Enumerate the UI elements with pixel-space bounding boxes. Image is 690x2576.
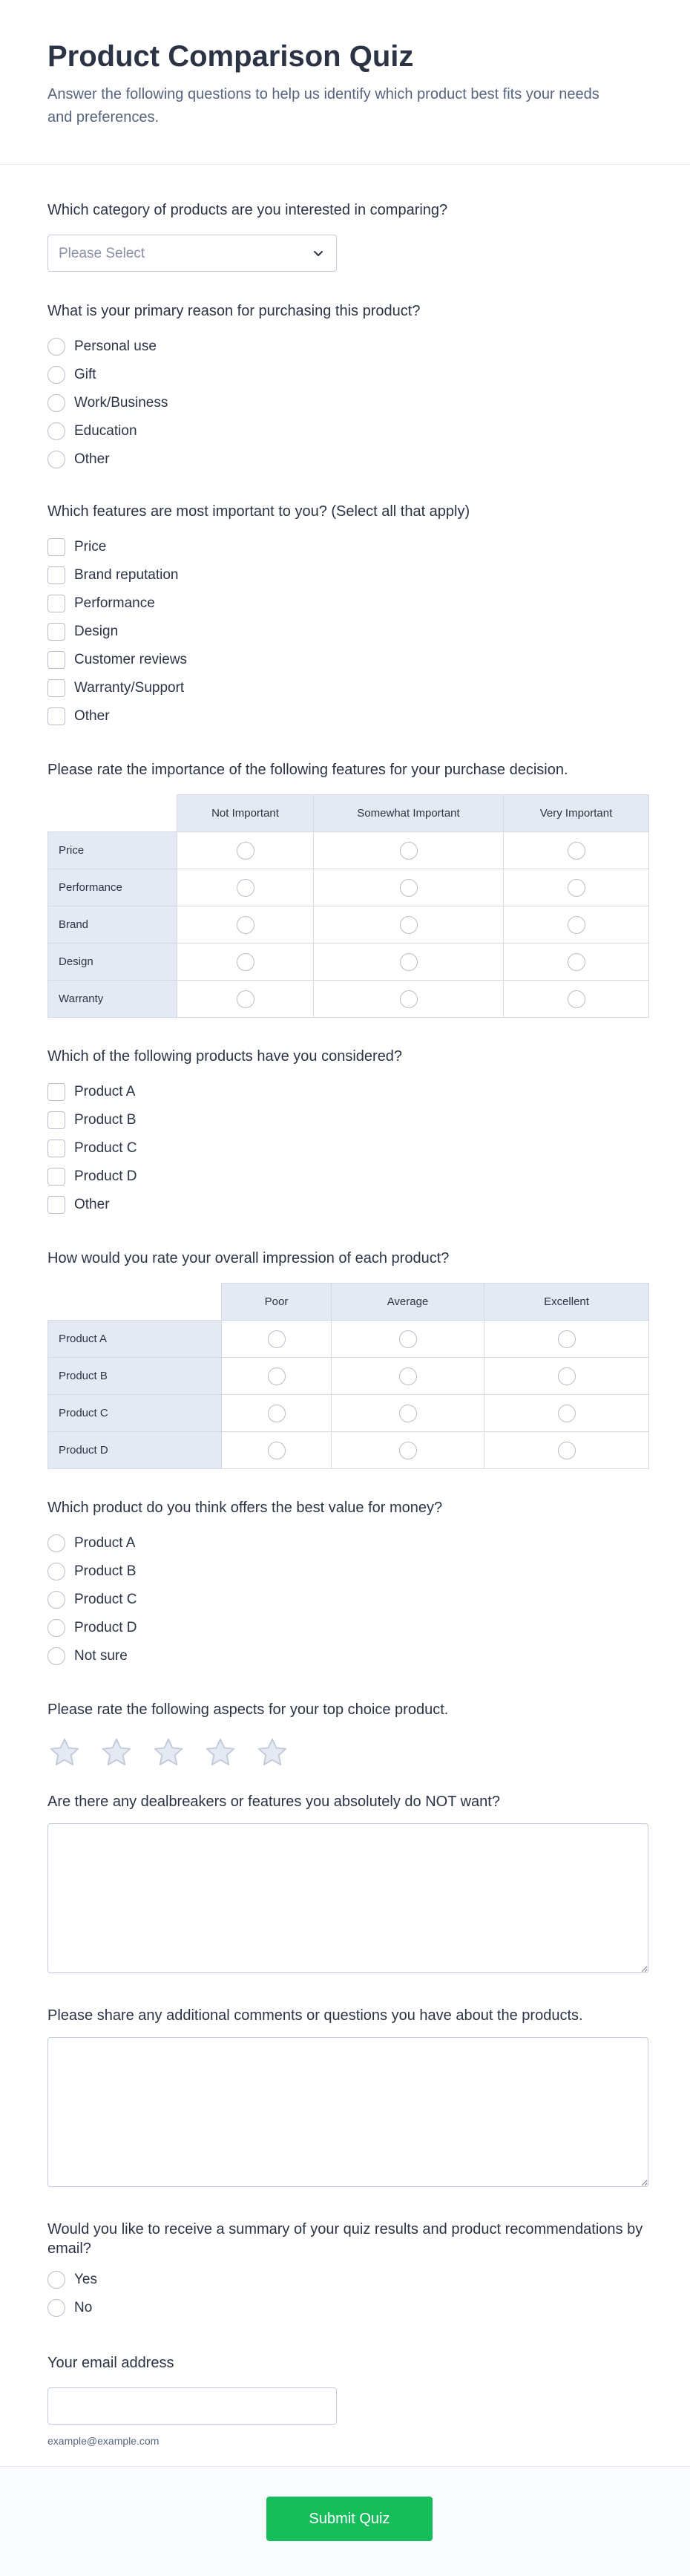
matrix-row [48,869,649,906]
matrix-cell[interactable] [332,1395,484,1432]
question-email-summary [47,2220,648,2322]
option-label: Gift [74,367,96,382]
matrix-row-label: Price [48,832,177,869]
radio-button[interactable] [568,916,585,934]
checkbox[interactable] [47,1111,65,1129]
question-purchase-reason [47,301,648,474]
matrix-cell[interactable] [177,906,314,944]
matrix-column-header: Not Important [177,795,314,832]
dealbreakers-textarea[interactable] [47,1823,648,1973]
radio-button[interactable] [400,842,418,860]
impression-matrix [47,1283,649,1469]
matrix-cell[interactable] [177,981,314,1018]
radio-button[interactable] [568,953,585,971]
matrix-cell[interactable] [314,944,504,981]
matrix-cell[interactable] [332,1321,484,1358]
question-label: Which category of products are you interested in comparing? [47,202,448,218]
matrix-cell[interactable] [504,832,649,869]
email-sublabel: example@example.com [47,2435,160,2447]
radio-button[interactable] [558,1405,576,1422]
matrix-column-header: Poor [222,1284,332,1321]
checkbox[interactable] [47,1140,65,1157]
option-label: No [74,2300,93,2315]
radio-button[interactable] [399,1367,417,1385]
matrix-column-header: Somewhat Important [314,795,504,832]
matrix-row [48,981,649,1018]
radio-option[interactable] [47,1529,648,1557]
radio-option[interactable] [47,333,648,361]
radio-button[interactable] [47,1619,65,1637]
option-label: Product B [74,1563,137,1579]
question-feature-importance [47,760,648,1018]
matrix-row-label: Warranty [48,981,177,1018]
option-label: Product A [74,1535,136,1551]
checkbox[interactable] [47,566,65,584]
radio-button[interactable] [47,422,65,440]
checkbox-option[interactable] [47,1078,648,1106]
category-dropdown[interactable] [47,235,337,272]
option-label: Product B [74,1112,137,1128]
radio-button[interactable] [47,1647,65,1665]
radio-button[interactable] [237,990,254,1008]
checkbox[interactable] [47,538,65,556]
email-input[interactable] [47,2387,337,2425]
form-footer [0,2466,690,2576]
matrix-row [48,1321,649,1358]
checkbox[interactable] [47,595,65,612]
matrix-row-label: Design [48,944,177,981]
question-label: How would you rate your overall impression of each product? [47,1250,450,1266]
matrix-column-header: Excellent [484,1284,649,1321]
matrix-cell[interactable] [177,832,314,869]
matrix-corner [48,1284,222,1321]
radio-option[interactable] [47,445,648,474]
radio-button[interactable] [268,1367,286,1385]
radio-button[interactable] [47,1563,65,1580]
matrix-cell[interactable] [504,944,649,981]
matrix-cell[interactable] [504,981,649,1018]
form-header [0,0,690,165]
radio-button[interactable] [237,953,254,971]
question-label: Please share any additional comments or questions you have about the products. [47,2007,583,2024]
radio-button[interactable] [400,990,418,1008]
option-label: Warranty/Support [74,680,185,696]
matrix-row [48,1395,649,1432]
radio-group [47,333,648,474]
radio-button[interactable] [558,1442,576,1459]
option-label: Product C [74,1140,137,1156]
radio-button[interactable] [558,1330,576,1348]
question-label: Which product do you think offers the best value for money? [47,1500,443,1516]
matrix-column-header: Very Important [504,795,649,832]
radio-option[interactable] [47,1586,648,1614]
option-label: Price [74,539,107,555]
checkbox[interactable] [47,1083,65,1101]
question-label: Please rate the following aspects for your top choice product. [47,1701,449,1718]
star-icon[interactable] [203,1736,237,1770]
radio-button[interactable] [47,451,65,468]
matrix-row-label: Product C [48,1395,222,1432]
option-label: Other [74,708,110,724]
radio-option[interactable] [47,2266,648,2294]
option-label: Personal use [74,339,157,354]
matrix-row-label: Product B [48,1358,222,1395]
star-icon[interactable] [255,1736,289,1770]
radio-button[interactable] [568,842,585,860]
option-label: Customer reviews [74,652,188,667]
radio-button[interactable] [237,879,254,897]
matrix-cell[interactable] [177,869,314,906]
radio-option[interactable] [47,2294,648,2322]
matrix-cell[interactable] [222,1432,332,1469]
question-category [47,200,648,272]
radio-button[interactable] [268,1405,286,1422]
matrix-column-header: Average [332,1284,484,1321]
matrix-cell[interactable] [314,869,504,906]
option-label: Other [74,1197,110,1212]
option-label: Performance [74,595,155,611]
matrix-cell[interactable] [504,869,649,906]
option-label: Other [74,451,110,467]
checkbox[interactable] [47,623,65,641]
matrix-row [48,832,649,869]
star-icon[interactable] [99,1736,134,1770]
matrix-cell[interactable] [314,832,504,869]
checkbox[interactable] [47,651,65,669]
checkbox-group [47,533,648,730]
question-dealbreakers [47,1792,648,1973]
radio-option[interactable] [47,1557,648,1586]
option-label: Work/Business [74,395,168,411]
comments-textarea[interactable] [47,2037,648,2187]
matrix-row [48,906,649,944]
radio-button[interactable] [47,2299,65,2317]
radio-button[interactable] [47,1534,65,1552]
radio-button[interactable] [400,879,418,897]
checkbox-option[interactable] [47,1191,648,1219]
checkbox[interactable] [47,707,65,725]
matrix-row-label: Product A [48,1321,222,1358]
form-description: Answer the following questions to help us identify which product best fits your needs and preferences. [47,86,599,125]
question-additional-comments [47,2006,648,2187]
matrix-cell[interactable] [484,1432,649,1469]
option-label: Product C [74,1592,137,1607]
checkbox[interactable] [47,1196,65,1214]
question-best-value [47,1498,648,1670]
checkbox-option[interactable] [47,1163,648,1191]
radio-button[interactable] [399,1330,417,1348]
radio-button[interactable] [47,338,65,356]
question-label: Which features are most important to you? (Select all that apply) [47,503,470,520]
checkbox[interactable] [47,1168,65,1186]
matrix-row [48,1358,649,1395]
matrix-cell[interactable] [332,1358,484,1395]
matrix-cell[interactable] [222,1358,332,1395]
checkbox-option[interactable] [47,646,648,674]
question-label: Would you like to receive a summary of your quiz results and product recommendations by email? [47,2221,643,2257]
radio-button[interactable] [47,394,65,412]
form-title: Product Comparison Quiz [47,40,414,73]
radio-button[interactable] [237,842,254,860]
radio-option[interactable] [47,389,648,417]
checkbox-option[interactable] [47,561,648,589]
radio-option[interactable] [47,1614,648,1642]
radio-button[interactable] [237,916,254,934]
radio-button[interactable] [399,1405,417,1422]
question-label: Your email address [47,2355,174,2371]
radio-button[interactable] [400,953,418,971]
question-important-features [47,502,648,730]
question-label: Are there any dealbreakers or features you absolutely do NOT want? [47,1794,500,1810]
checkbox-option[interactable] [47,618,648,646]
option-label: Product D [74,1620,137,1635]
option-label: Product A [74,1084,136,1099]
checkbox-option[interactable] [47,1106,648,1134]
radio-button[interactable] [47,2271,65,2289]
question-star-rating [47,1700,648,1770]
matrix-cell[interactable] [222,1395,332,1432]
submit-button[interactable]: Submit Quiz [266,2497,433,2541]
matrix-row-label: Performance [48,869,177,906]
checkbox-option[interactable] [47,533,648,561]
option-label: Education [74,423,137,439]
radio-button[interactable] [47,366,65,384]
matrix-cell[interactable] [222,1321,332,1358]
option-label: Design [74,624,119,639]
question-label: Please rate the importance of the following features for your purchase decision. [47,762,568,778]
radio-group [47,2266,648,2322]
matrix-cell[interactable] [484,1321,649,1358]
importance-matrix [47,794,649,1018]
radio-button[interactable] [558,1367,576,1385]
star-rating [47,1736,648,1770]
matrix-cell[interactable] [504,906,649,944]
checkbox-group [47,1078,648,1219]
option-label: Not sure [74,1648,128,1664]
radio-button[interactable] [268,1442,286,1459]
question-product-impression [47,1249,648,1469]
matrix-cell[interactable] [314,981,504,1018]
question-label: What is your primary reason for purchasing this product? [47,303,421,319]
radio-option[interactable] [47,417,648,445]
star-icon[interactable] [47,1736,82,1770]
radio-option[interactable] [47,1642,648,1670]
matrix-cell[interactable] [177,944,314,981]
radio-button[interactable] [268,1330,286,1348]
matrix-corner [48,795,177,832]
radio-button[interactable] [568,990,585,1008]
checkbox-option[interactable] [47,1134,648,1163]
checkbox-option[interactable] [47,589,648,618]
question-products-considered [47,1047,648,1219]
matrix-row-label: Brand [48,906,177,944]
option-label: Product D [74,1168,137,1184]
checkbox-option[interactable] [47,702,648,730]
matrix-row [48,944,649,981]
radio-button[interactable] [47,1591,65,1609]
question-label: Which of the following products have you considered? [47,1048,403,1065]
radio-button[interactable] [568,879,585,897]
checkbox-option[interactable] [47,674,648,702]
dropdown-placeholder: Please Select [59,246,145,261]
matrix-cell[interactable] [484,1395,649,1432]
radio-button[interactable] [400,916,418,934]
checkbox[interactable] [47,679,65,697]
radio-group [47,1529,648,1670]
matrix-row-label: Product D [48,1432,222,1469]
matrix-cell[interactable] [332,1432,484,1469]
matrix-cell[interactable] [314,906,504,944]
radio-option[interactable] [47,361,648,389]
matrix-row [48,1432,649,1469]
radio-button[interactable] [399,1442,417,1459]
option-label: Brand reputation [74,567,179,583]
option-label: Yes [74,2272,97,2287]
question-email-address [47,2353,648,2447]
star-icon[interactable] [151,1736,185,1770]
chevron-down-icon [312,247,324,259]
matrix-cell[interactable] [484,1358,649,1395]
